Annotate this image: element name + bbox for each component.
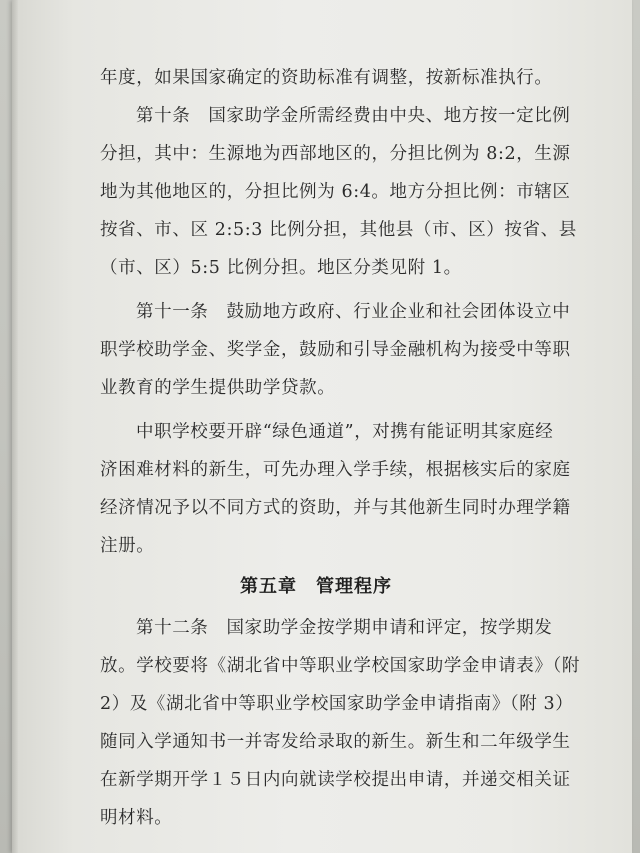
text-line: 分担，其中：生源地为西部地区的，分担比例为 8:2，生源 bbox=[100, 144, 571, 164]
text-line: （市、区）5:5 比例分担。地区分类见附 1。 bbox=[100, 258, 462, 278]
text-line: 中职学校要开辟“绿色通道”，对携有能证明其家庭经 bbox=[136, 422, 554, 442]
text-line: 第十二条 国家助学金按学期申请和评定，按学期发 bbox=[136, 618, 553, 638]
text-line: 放。学校要将《湖北省中等职业学校国家助学金申请表》（附 bbox=[100, 656, 580, 676]
text-line: 在新学期开学１５日内向就读学校提出申请，并递交相关证 bbox=[100, 770, 571, 790]
text-line: 职学校助学金、奖学金，鼓励和引导金融机构为接受中等职 bbox=[100, 340, 571, 360]
text-line: 2）及《湖北省中等职业学校国家助学金申请指南》（附 3） bbox=[100, 694, 574, 714]
text-line: 第十条 国家助学金所需经费由中央、地方按一定比例 bbox=[136, 106, 571, 126]
text-line: 第十一条 鼓励地方政府、行业企业和社会团体设立中 bbox=[136, 302, 571, 322]
text-line: 经济情况予以不同方式的资助，并与其他新生同时办理学籍 bbox=[100, 498, 571, 518]
text-line: 按省、市、区 2:5:3 比例分担，其他县（市、区）按省、县 bbox=[100, 220, 577, 240]
text-line: 地为其他地区的，分担比例为 6:4。地方分担比例：市辖区 bbox=[100, 182, 571, 202]
text-line: 明材料。 bbox=[100, 808, 173, 828]
text-line: 随同入学通知书一并寄发给录取的新生。新生和二年级学生 bbox=[100, 732, 571, 752]
text-line: 年度，如果国家确定的资助标准有调整，按新标准执行。 bbox=[100, 68, 553, 88]
text-line: 济困难材料的新生，可先办理入学手续，根据核实后的家庭 bbox=[100, 460, 571, 480]
text-line: 注册。 bbox=[100, 536, 155, 556]
page-edge bbox=[12, 0, 18, 853]
chapter-heading: 第五章 管理程序 bbox=[240, 576, 392, 597]
text-line: 业教育的学生提供助学贷款。 bbox=[100, 378, 336, 398]
document-page bbox=[12, 0, 632, 853]
